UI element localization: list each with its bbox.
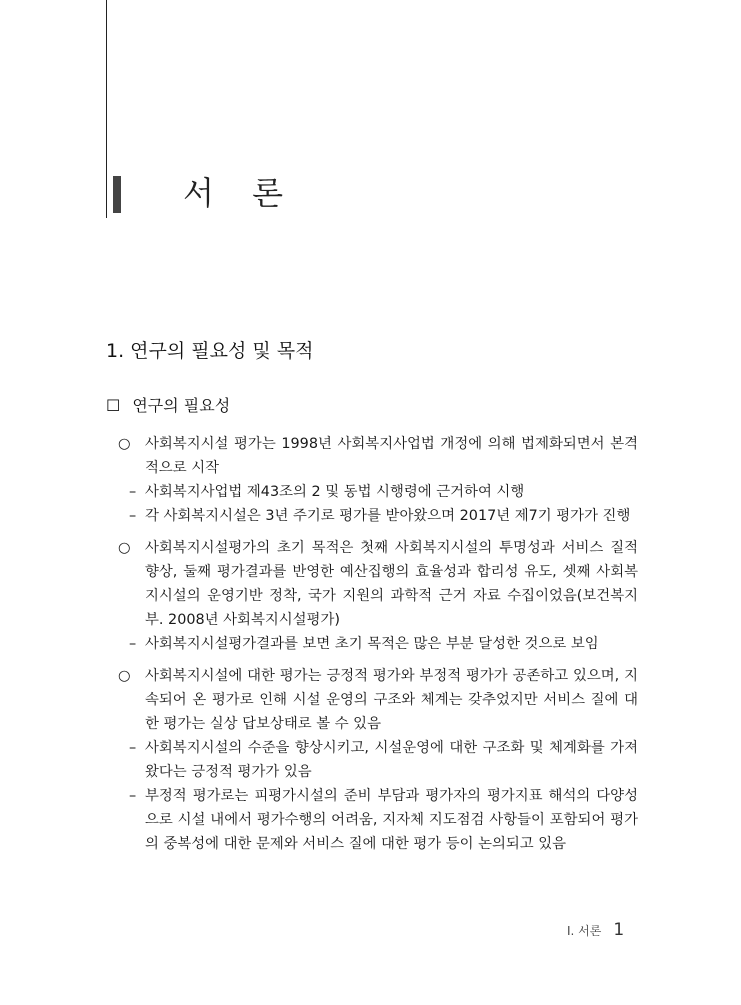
- chapter-numeral-bar: [113, 176, 121, 213]
- list-item-text: 사회복지시설평가의 초기 목적은 첫째 사회복지시설의 투명성과 서비스 질적 향상, 둘째 평가결과를 반영한 예산집행의 효율성과 합리성 유도, 셋째 사회복지시설의 운영기반 정착, 국가 지원의 과학적 근거 자료 수집이었음(보건복지부. 2008년 사회복지시설평가): [145, 540, 638, 628]
- dash-bullet-icon: –: [129, 740, 137, 756]
- sub-list-item: [118, 480, 638, 504]
- circle-bullet-icon: ○: [118, 540, 131, 556]
- list-item: [118, 432, 638, 480]
- subsection-title-text: 연구의 필요성: [132, 396, 231, 415]
- dash-bullet-icon: –: [129, 484, 137, 500]
- body-content: [118, 432, 638, 856]
- circle-bullet-icon: ○: [118, 436, 131, 452]
- list-item-text: 사회복지시설 평가는 1998년 사회복지사업법 개정에 의해 법제화되면서 본격적으로 시작: [145, 436, 638, 476]
- page-number: 1: [613, 920, 625, 940]
- sub-list-item-text: 사회복지사업법 제43조의 2 및 동법 시행령에 근거하여 시행: [145, 484, 525, 500]
- sub-list-item: [118, 504, 638, 528]
- sub-list-item-text: 부정적 평가로는 피평가시설의 준비 부담과 평가자의 평가지표 해석의 다양성으로 시설 내에서 평가수행의 어려움, 지자체 지도점검 사항들이 포함되어 평가의 중복성에 대한 문제와 서비스 질에 대한 평가 등이 논의되고 있음: [145, 788, 638, 852]
- list-item-text: 사회복지시설에 대한 평가는 긍정적 평가와 부정적 평가가 공존하고 있으며, 지속되어 온 평가로 인해 시설 운영의 구조와 체계는 갖추었지만 서비스 질에 대한 평가는 실상 답보상태로 볼 수 있음: [145, 668, 638, 732]
- running-title: Ⅰ. 서론: [567, 924, 602, 938]
- sub-list-item-text: 각 사회복지시설은 3년 주기로 평가를 받아왔으며 2017년 제7기 평가가 진행: [145, 508, 631, 524]
- dash-bullet-icon: –: [129, 788, 137, 804]
- dash-bullet-icon: –: [129, 508, 137, 524]
- list-item: [118, 536, 638, 632]
- circle-bullet-icon: ○: [118, 668, 131, 684]
- sub-list-item: [118, 632, 638, 656]
- section-title: 1. 연구의 필요성 및 목적: [106, 340, 314, 362]
- dash-bullet-icon: –: [129, 636, 137, 652]
- sub-list-item-text: 사회복지시설의 수준을 향상시키고, 시설운영에 대한 구조화 및 체계화를 가져왔다는 긍정적 평가가 있음: [145, 740, 638, 780]
- page-footer: [567, 920, 624, 940]
- sub-list-item: [118, 736, 638, 784]
- sub-list-item-text: 사회복지시설평가결과를 보면 초기 목적은 많은 부분 달성한 것으로 보임: [145, 636, 599, 652]
- vertical-rule: [106, 0, 107, 218]
- list-item: [118, 664, 638, 736]
- checkbox-marker-icon: ☐: [106, 396, 121, 415]
- sub-list-item: [118, 784, 638, 856]
- subsection-title: [106, 393, 230, 416]
- chapter-title: 서 론: [183, 174, 297, 212]
